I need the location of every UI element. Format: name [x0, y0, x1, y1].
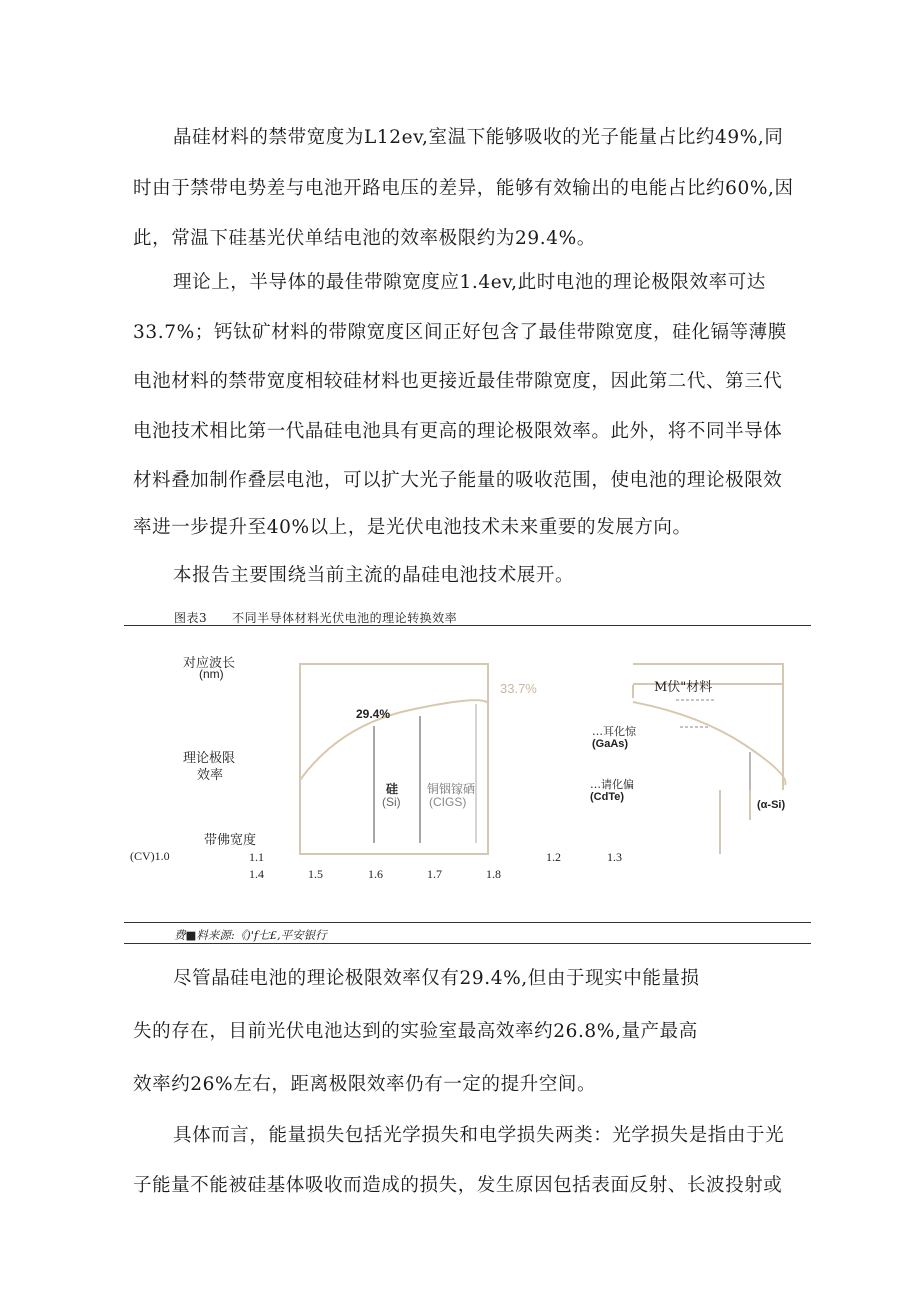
wavelength-label: 对应波长: [183, 656, 236, 671]
paragraph-1-line-2: 时由于禁带电势差与电池开路电压的差异，能够有效输出的电能占比约60%,因: [133, 178, 794, 199]
efficiency-curve-left: [300, 700, 488, 780]
bandgap-label: 带佛宽度: [204, 833, 257, 848]
cigs-label-en: (CIGS): [429, 795, 467, 809]
tick-1-4: 1.4: [249, 867, 264, 881]
tick-1-7: 1.7: [427, 867, 442, 881]
paragraph-2-line-3: 电池材料的禁带宽度相较硅材料也更接近最佳带隙宽度，因此第二代、第三代: [133, 371, 783, 392]
tick-1-8: 1.8: [486, 867, 501, 881]
tick-1-5: 1.5: [308, 867, 323, 881]
gaas-label-en: (GaAs): [592, 738, 629, 750]
cigs-label-cn: 铜铟镓硒: [427, 782, 476, 796]
si-label-cn: 硅: [386, 782, 399, 796]
paragraph-2-line-6: 率进一步提升至40%以上，是光伏电池技术未来重要的发展方向。: [133, 517, 692, 538]
left-panel-frame: [300, 664, 488, 854]
tick-1-3: 1.3: [607, 850, 622, 864]
paragraph-4-line-3: 效率约26%左右，距离极限效率仍有一定的提升空间。: [133, 1074, 597, 1095]
paragraph-4-line-1: 尽管晶硅电池的理论极限效率仅有29.4%,但由于现实中能量损: [173, 968, 700, 989]
limit-efficiency-label-1: 理论极限: [183, 751, 236, 766]
cdte-label-en: (CdTe): [590, 791, 625, 803]
efficiency-curve-right: [633, 702, 786, 785]
paragraph-4-line-2: 失的存在，目前光伏电池达到的实验室最高效率约26.8%,量产最高: [133, 1021, 698, 1042]
gaas-label-cn: …耳化惊: [592, 725, 636, 738]
paragraph-2-line-4: 电池技术相比第一代晶硅电池具有更高的理论极限效率。此外，将不同半导体: [133, 421, 783, 442]
figure-source-bottom-rule: [124, 943, 811, 944]
figure-caption: 图表3 不同半导体材料光伏电池的理论转换效率: [174, 611, 458, 625]
paragraph-2-line-2: 33.7%；钙钛矿材料的带隙宽度区间正好包含了最佳带隙宽度，硅化镉等薄膜: [133, 322, 787, 343]
figure-source: 费■料来源:《)'f七£,平安银行: [174, 928, 327, 942]
paragraph-1-line-3: 此，常温下硅基光伏单结电池的效率极限约为29.4%。: [133, 228, 596, 249]
paragraph-2-line-5: 材料叠加制作叠层电池，可以扩大光子能量的吸收范围，使电池的理论极限效: [133, 470, 783, 491]
ev-unit-label: (CV)1.0: [130, 849, 170, 863]
paragraph-2-line-1: 理论上，半导体的最佳带隙宽度应1.4ev,此时电池的理论极限效率可达: [173, 272, 766, 293]
figure-source-top-rule: [124, 922, 811, 923]
si-efficiency-value: 29.4%: [356, 707, 391, 721]
asi-label: (α-Si): [757, 799, 786, 811]
limit-efficiency-label-2: 效率: [197, 768, 224, 783]
wavelength-unit: (nm): [199, 667, 224, 681]
cdte-label-cn: …请化偏: [590, 778, 634, 791]
paragraph-5-line-2: 子能量不能被硅基体吸收而造成的损失，发生原因包括表面反射、长波投射或: [133, 1175, 783, 1196]
perovskite-label: M伏"材料: [654, 680, 713, 695]
tick-1-1: 1.1: [249, 850, 264, 864]
paragraph-1-line-1: 晶硅材料的禁带宽度为L12ev,室温下能够吸收的光子能量占比约49%,同: [173, 127, 784, 148]
tick-1-2: 1.2: [546, 850, 561, 864]
best-efficiency-value: 33.7%: [500, 681, 537, 696]
paragraph-3-line-1: 本报告主要围绕当前主流的晶硅电池技术展开。: [173, 565, 575, 586]
tick-1-6: 1.6: [368, 867, 383, 881]
si-label-en: (Si): [382, 795, 401, 809]
paragraph-5-line-1: 具体而言，能量损失包括光学损失和电学损失两类：光学损失是指由于光: [173, 1125, 785, 1146]
